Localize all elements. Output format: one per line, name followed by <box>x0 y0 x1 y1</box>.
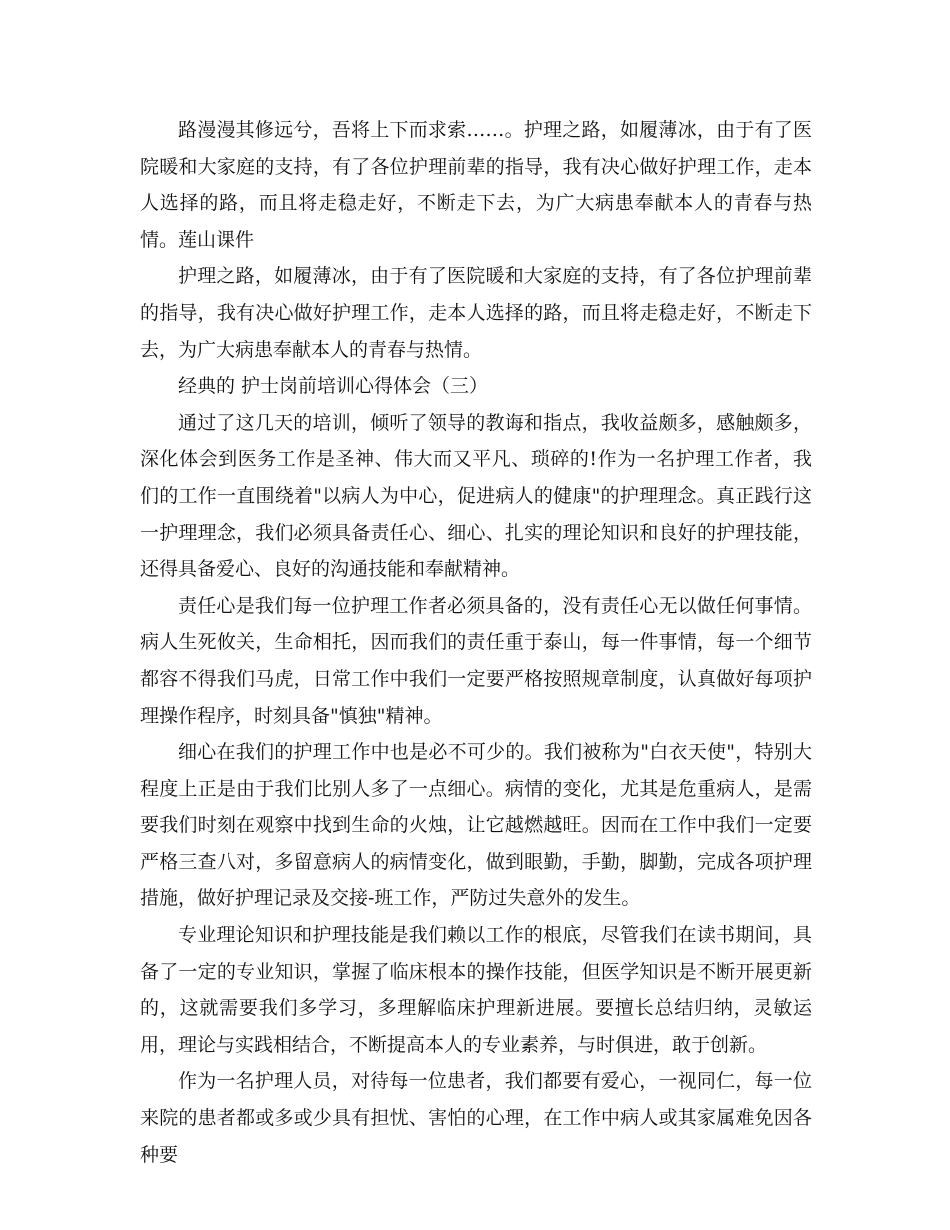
paragraph: 路漫漫其修远兮，吾将上下而求索……。护理之路，如履薄冰，由于有了医院暖和大家庭的支持，有了各位护理前辈的指导，我有决心做好护理工作，走本人选择的路，而且将走稳走好，不断走下去，为广大病患奉献本人的青春与热情。莲山课件 <box>140 119 812 251</box>
paragraph: 责任心是我们每一位护理工作者必须具备的，没有责任心无以做任何事情。病人生死攸关，生命相托，因而我们的责任重于泰山，每一件事情，每一个细节都容不得我们马虎，日常工作中我们一定要严格按照规章制度，认真做好每项护理操作程序，时刻具备"慎独"精神。 <box>140 594 812 727</box>
paragraph: 护理之路，如履薄冰，由于有了医院暖和大家庭的支持，有了各位护理前辈的指导，我有决心做好护理工作，走本人选择的路，而且将走稳走好，不断走下去，为广大病患奉献本人的青春与热情。 <box>140 265 812 361</box>
paragraph: 专业理论知识和护理技能是我们赖以工作的根底，尽管我们在读书期间，具备了一定的专业知识，掌握了临床根本的操作技能，但医学知识是不断开展更新的，这就需要我们多学习，多理解临床护理新进展。要擅长总结归纳，灵敏运用，理论与实践相结合，不断提高本人的专业素养，与时俱进，敢于创新。 <box>140 924 812 1056</box>
paragraph: 细心在我们的护理工作中也是必不可少的。我们被称为"白衣天使"，特别大程度上正是由于我们比别人多了一点细心。病情的变化，尤其是危重病人，是需要我们时刻在观察中找到生命的火烛，让它越燃越旺。因而在工作中我们一定要严格三查八对，多留意病人的病情变化，做到眼勤，手勤，脚勤，完成各项护理措施，做好护理记录及交接-班工作，严防过失意外的发生。 <box>140 741 812 910</box>
document-body <box>140 112 812 1173</box>
section-heading: 经典的 护士岗前培训心得体会（三） <box>178 375 489 398</box>
paragraph: 通过了这几天的培训，倾听了领导的教诲和指点，我收益颇多，感触颇多，深化体会到医务工作是圣神、伟大而又平凡、琐碎的!作为一名护理工作者，我们的工作一直围绕着"以病人为中心，促进病人的健康"的护理理念。真正践行这一护理理念，我们必须具备责任心、细心、扎实的理论知识和良好的护理技能，还得具备爱心、良好的沟通技能和奉献精神。 <box>140 411 812 581</box>
paragraph: 作为一名护理人员，对待每一位患者，我们都要有爱心，一视同仁，每一位来院的患者都或多或少具有担忧、害怕的心理，在工作中病人或其家属难免因各种要 <box>140 1070 812 1166</box>
